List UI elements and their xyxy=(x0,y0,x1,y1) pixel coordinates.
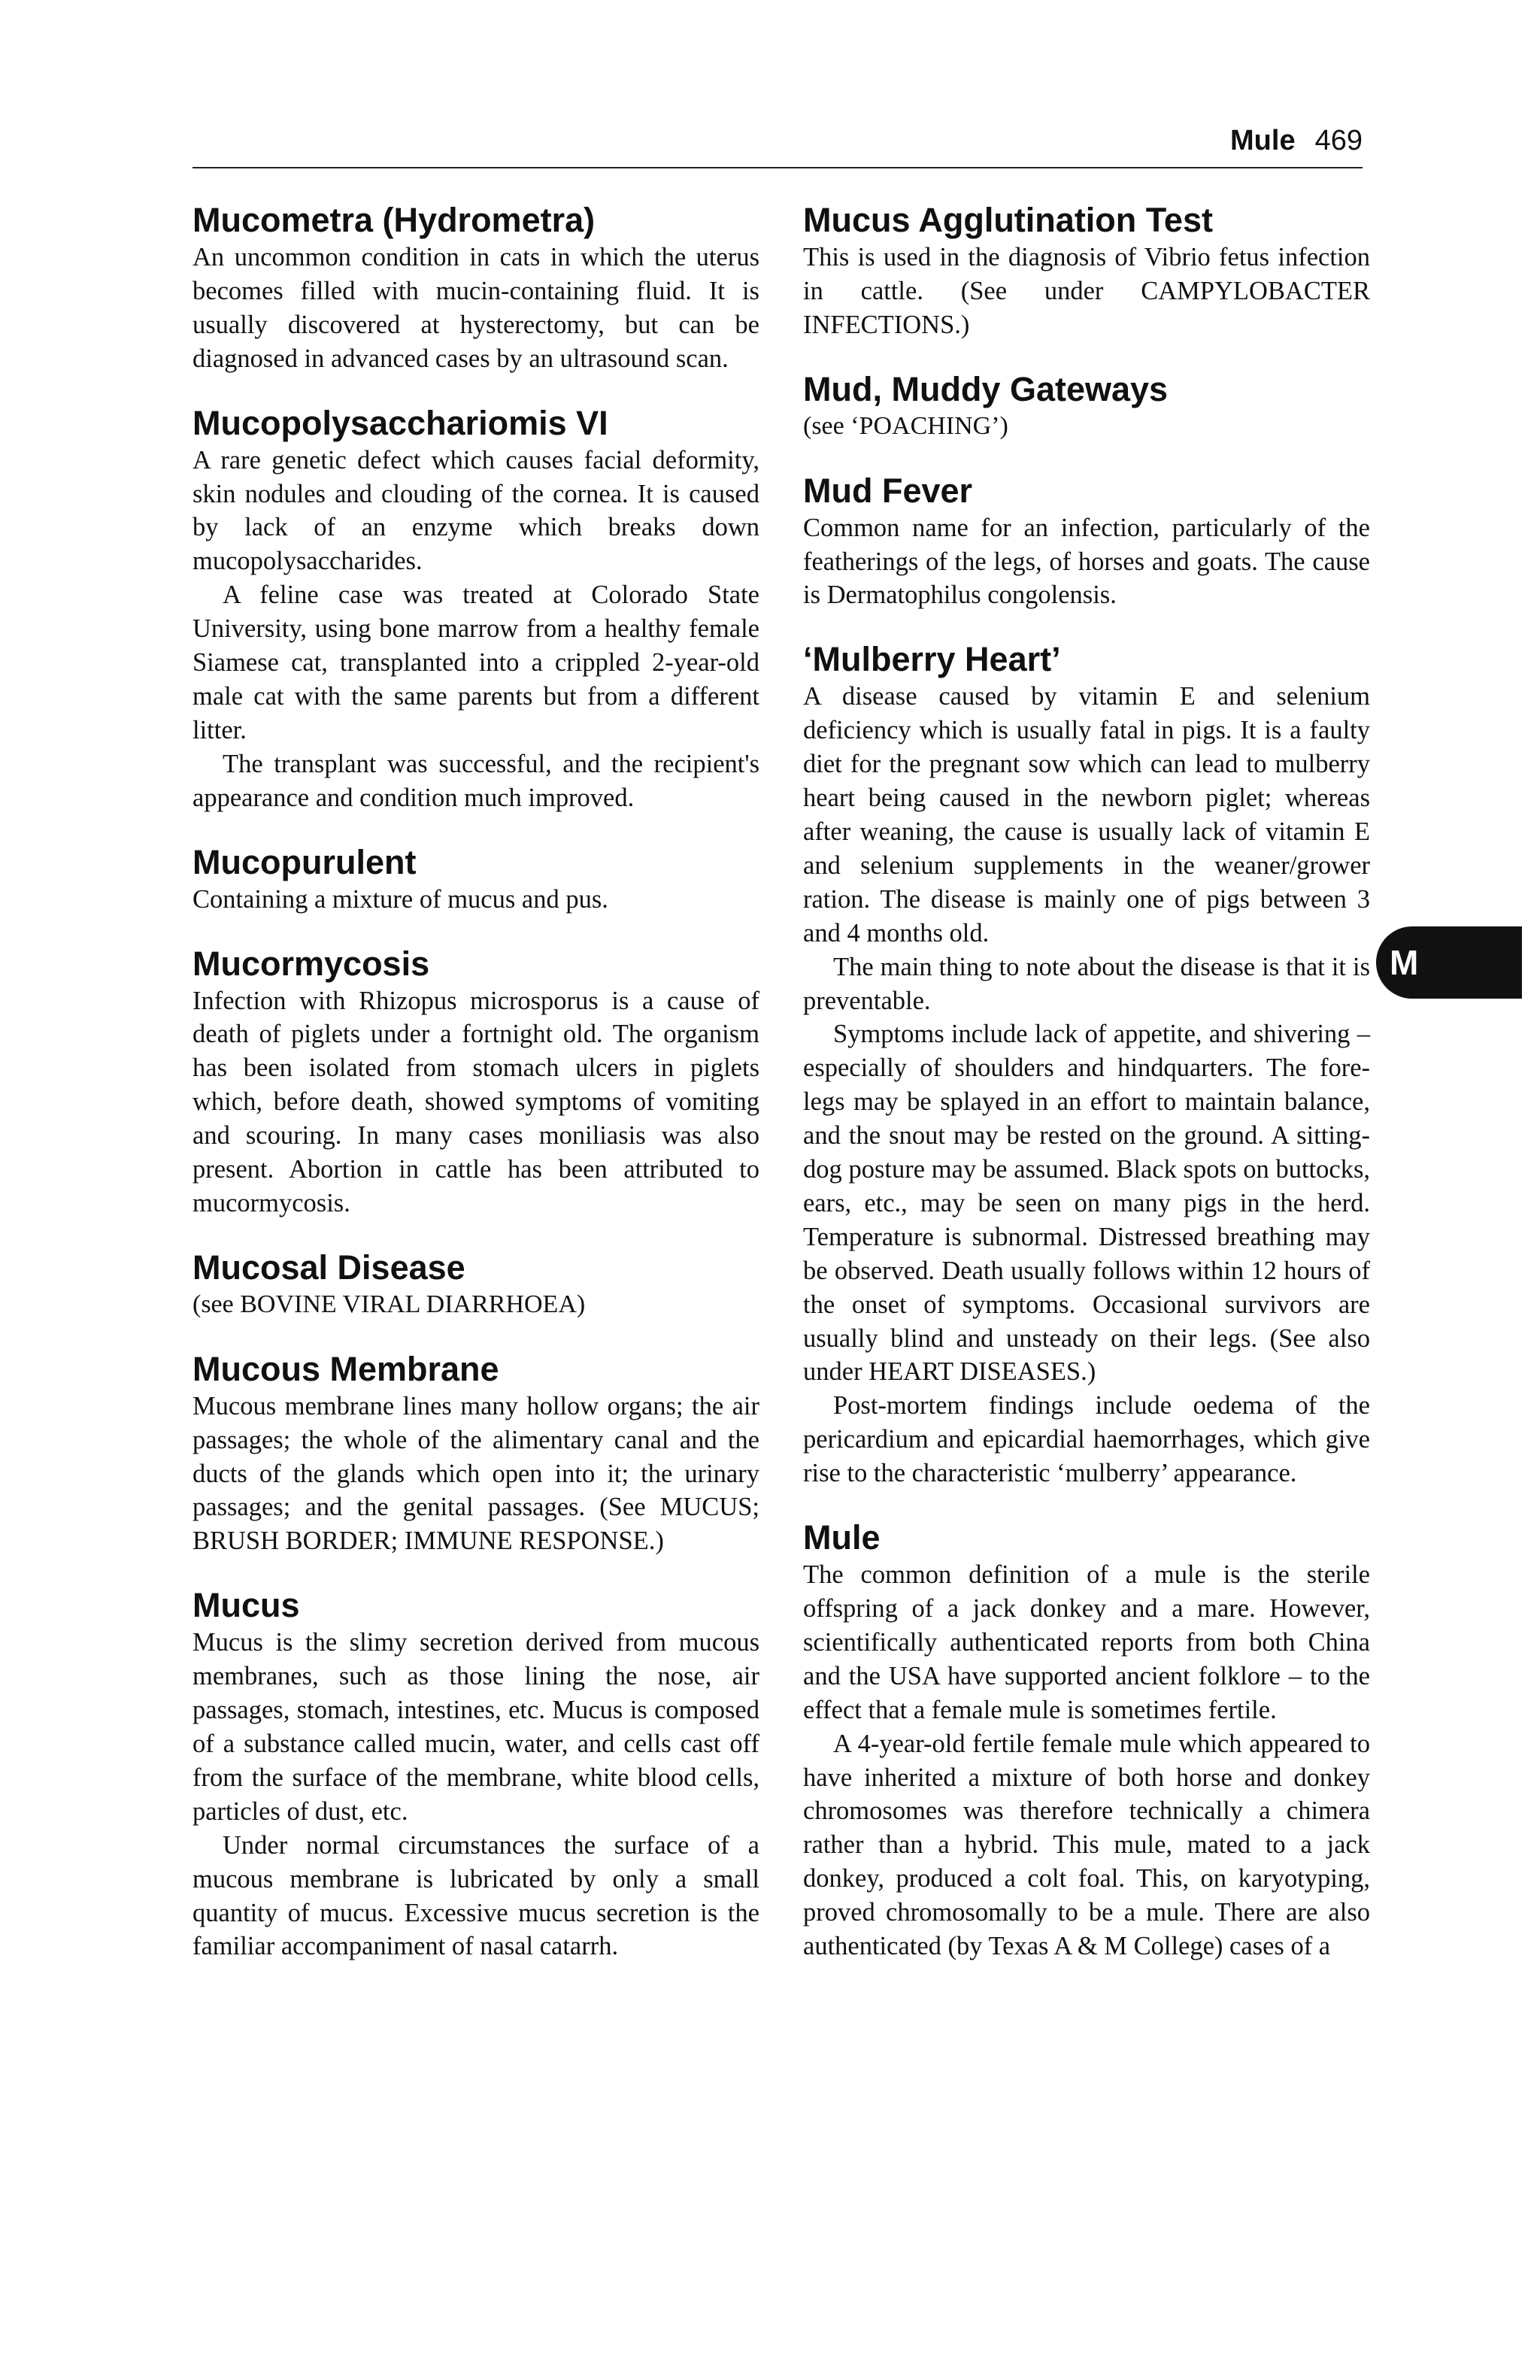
page-header xyxy=(192,125,1363,168)
entry-mule xyxy=(803,1516,1370,1963)
entry-paragraph: An uncommon condition in cats in which the uterus becomes filled with mucin-containing fluid. It is usually discovered at hysterectomy, but can be diagnosed in advanced cases by an ultrasound scan. xyxy=(192,243,759,373)
entry-heading: Mucopurulent xyxy=(192,842,417,881)
entry-paragraph: Infection with Rhizopus microsporus is a cause of death of piglets under a fortnight old. The organism has been isolated from stomach ulcers in piglets which, before death, showed symptoms of vomiting and scouring. In many cases moniliasis was also present. Abortion in cattle has been attributed to mucormycosis. xyxy=(192,986,759,1217)
cross-reference: (see BOVINE VIRAL DIARRHOEA) xyxy=(192,1290,586,1318)
left-column xyxy=(192,199,759,1989)
entry-heading: Mucormycosis xyxy=(192,944,430,983)
entry-paragraph: Under normal circumstances the surface of a mucous membrane is lubricated by only a small quantity of mucus. Excessive mucus secretion is the familiar accompaniment of nasal catarrh. xyxy=(192,1830,759,1961)
running-title: Mule xyxy=(1230,125,1296,156)
entry-heading: ‘Mulberry Heart’ xyxy=(803,640,1061,679)
entry-heading: Mucometra (Hydrometra) xyxy=(192,201,596,239)
entry-paragraph: The common definition of a mule is the sterile offspring of a jack donkey and a mare. However, scientifically authenticated reports from both China and the USA have supported ancient folklore – to the effect that a female mule is sometimes fertile. xyxy=(803,1560,1370,1724)
running-head xyxy=(1230,125,1363,157)
entry-paragraph: The main thing to note about the disease is that it is preventable. xyxy=(803,952,1370,1015)
entry-mud-fever xyxy=(803,469,1370,613)
entry-paragraph: A rare genetic defect which causes facial deformity, skin nodules and clouding of the cornea. It is caused by lack of an enzyme which breaks down mucopolysaccharides. xyxy=(192,445,759,576)
entry-paragraph: This is used in the diagnosis of Vibrio fetus infection in cattle. (See under CAMPYLOBACTER INFECTIONS.) xyxy=(803,243,1370,339)
entry-paragraph: Mucous membrane lines many hollow organs; the air passages; the whole of the alimentary canal and the ducts of the glands which open into it; the urinary passages; and the genital passages. (See MUCUS; BRUSH BORDER; IMMUNE RESPONSE.) xyxy=(192,1391,759,1556)
thumb-index-tab xyxy=(1376,926,1522,999)
entry-heading: Mud Fever xyxy=(803,471,973,510)
right-column xyxy=(803,199,1370,1989)
entry-mud-muddy-gateways xyxy=(803,368,1370,444)
entry-mucus xyxy=(192,1584,759,1963)
thumb-index-letter: M xyxy=(1390,943,1419,982)
entry-paragraph: Containing a mixture of mucus and pus. xyxy=(192,884,608,914)
entry-paragraph: A feline case was treated at Colorado State University, using bone marrow from a healthy female Siamese cat, transplanted into a crippled 2-year-old male cat with the same parents but from a different litter. xyxy=(192,581,759,744)
entry-heading: Mucosal Disease xyxy=(192,1248,465,1287)
entry-paragraph: A 4-year-old fertile female mule which appeared to have inherited a mixture of both horse and donkey chromosomes was therefore technically a chimera rather than a hybrid. This mule, mated to a jack donkey, produced a colt foal. This, on karyotyping, proved chromosomally to be a mule. There are also authenticated (by Texas A & M College) cases of a xyxy=(803,1729,1370,1961)
page-number: 469 xyxy=(1314,125,1363,156)
entry-heading: Mud, Muddy Gateways xyxy=(803,369,1169,408)
entry-heading: Mucus Agglutination Test xyxy=(803,201,1213,239)
entry-paragraph: Mucus is the slimy secretion derived from mucous membranes, such as those lining the nose, air passages, stomach, intestines, etc. Mucus is composed of a substance called mucin, water, and cells cast off from the surface of the membrane, white blood cells, particles of dust, etc. xyxy=(192,1628,759,1826)
entry-heading: Mucus xyxy=(192,1586,300,1625)
entry-mucopolysacchariomis xyxy=(192,402,759,815)
entry-mucosal-disease xyxy=(192,1246,759,1322)
entry-paragraph: The transplant was successful, and the recipient's appearance and condition much improved. xyxy=(192,749,759,812)
entry-heading: Mule xyxy=(803,1518,881,1557)
entry-mulberry-heart xyxy=(803,638,1370,1490)
entry-mucous-membrane xyxy=(192,1348,759,1559)
cross-reference: (see ‘POACHING’) xyxy=(803,411,1008,440)
entry-mucometra xyxy=(192,199,759,376)
entry-mucus-agglutination-test xyxy=(803,199,1370,342)
entry-paragraph: A disease caused by vitamin E and selenium deficiency which is usually fatal in pigs. It is a faulty diet for the pregnant sow which can lead to mulberry heart being caused in the newborn piglet; whereas after weaning, the cause is usually lack of vitamin E and selenium supplements in the weaner/grower ration. The disease is mainly one of pigs between 3 and 4 months old. xyxy=(803,682,1370,947)
entry-heading: Mucopolysacchariomis VI xyxy=(192,403,608,442)
entry-mucormycosis xyxy=(192,942,759,1220)
entry-paragraph: Common name for an infection, particularly of the featherings of the legs, of horses and goats. The cause is Dermatophilus congolensis. xyxy=(803,513,1370,610)
entry-heading: Mucous Membrane xyxy=(192,1349,499,1388)
entry-paragraph: Post-mortem findings include oedema of the pericardium and epicardial haemorrhages, which give rise to the characteristic ‘mulberry’ appearance. xyxy=(803,1391,1370,1488)
entry-mucopurulent xyxy=(192,841,759,917)
entry-paragraph: Symptoms include lack of appetite, and shivering – especially of shoulders and hindquarters. The fore-legs may be splayed in an effort to maintain balance, and the snout may be rested on the ground. A sitting-dog posture may be assumed. Black spots on buttocks, ears, etc., may be seen on many pigs in the herd. Temperature is subnormal. Distressed breathing may be observed. Death usually follows within 12 hours of the onset of symptoms. Occasional survivors are usually blind and unsteady on their legs. (See also under HEART DISEASES.) xyxy=(803,1020,1370,1387)
